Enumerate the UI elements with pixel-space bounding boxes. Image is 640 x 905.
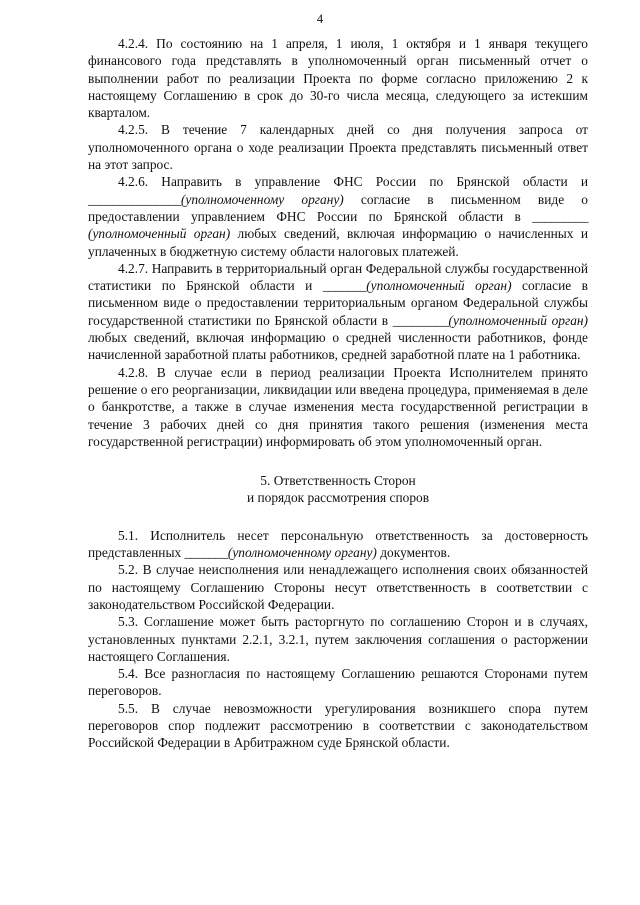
clause-text: согласие в письменном виде о предоставлении территориальным органом Федеральной службы государственной статистики по Брянской области в bbox=[88, 278, 588, 328]
clause-text: согласие в письменном виде о предоставлении управлением ФНС России по Брянской области в bbox=[88, 191, 588, 224]
clause-p425 bbox=[88, 121, 588, 173]
blank-field: _________ bbox=[392, 312, 449, 328]
italic-text: (уполномоченный орган) bbox=[448, 312, 589, 328]
section-title-line-1: 5. Ответственность Сторон bbox=[260, 473, 416, 489]
blank-field: _______ bbox=[322, 278, 367, 294]
page-number: 4 bbox=[316, 12, 324, 26]
clause-text: 4.2.6. Направить в управление ФНС России по Брянской области и bbox=[118, 174, 588, 190]
italic-text: (уполномоченному органу) bbox=[227, 545, 377, 561]
clause-text: 5.5. В случае невозможности урегулирования возникшего спора путем переговоров спор подлежит рассмотрению в соответствии с законодательством Российской Федерации в Арбитражном суде Брянской области. bbox=[88, 700, 588, 751]
clause-text: документов. bbox=[376, 545, 451, 561]
clauses-section-5 bbox=[88, 527, 588, 752]
clause-text: 5.4. Все разногласия по настоящему Соглашению решаются Сторонами путем переговоров. bbox=[88, 666, 588, 699]
clause-p52 bbox=[88, 561, 588, 613]
clause-text: 5.2. В случае неисполнения или ненадлежащего исполнения своих обязанностей по настоящему Соглашению Стороны несут ответственность в соответствии с законодательством Российской Федерации. bbox=[88, 562, 588, 612]
blank-field: _______ bbox=[184, 545, 228, 561]
clause-text: 5.1. Исполнитель несет персональную ответственность за достоверность представленных bbox=[88, 527, 588, 561]
clause-p54 bbox=[88, 665, 588, 700]
clause-p51 bbox=[88, 527, 588, 562]
section-title-line-2: и порядок рассмотрения споров bbox=[246, 490, 430, 506]
italic-text: (уполномоченный орган) bbox=[366, 278, 512, 294]
clause-p55 bbox=[88, 700, 588, 752]
clause-text: 5.3. Соглашение может быть расторгнуто по соглашению Сторон и в случаях, установленных пунктами 2.2.1, 3.2.1, путем заключения соглашения о расторжении настоящего Соглашения. bbox=[88, 614, 588, 664]
italic-text: (уполномоченному органу) bbox=[180, 191, 344, 207]
italic-text: (уполномоченный орган) bbox=[88, 226, 231, 242]
blank-field: _________ bbox=[532, 208, 588, 224]
document-body bbox=[88, 35, 588, 752]
clause-p425a bbox=[88, 35, 588, 121]
clause-text: 4.2.4. По состоянию на 1 апреля, 1 июля, 1 октября и 1 января текущего финансового года представлять в уполномоченный орган письменный отчет о выполнении работ по реализации Проекта по форме согласно приложению 2 к настоящему Соглашению в срок до 30-го числа месяца, следующего за истекшим кварталом. bbox=[88, 36, 588, 121]
clause-p427 bbox=[88, 260, 588, 364]
clause-text: 4.2.5. В течение 7 календарных дней со дня получения запроса от уполномоченного органа о ходе реализации Проекта представлять письменный ответ на этот запрос. bbox=[88, 122, 588, 173]
section-title bbox=[88, 472, 588, 507]
clause-p53 bbox=[88, 613, 588, 665]
clause-text: любых сведений, включая информацию о средней численности работников, фонде начисленной заработной платы работников, средней заработной плате на 1 работника. bbox=[88, 330, 588, 363]
blank-field: _______________ bbox=[88, 191, 181, 207]
clause-text: 4.2.7. Направить в территориальный орган Федеральной службы государственной статистики по Брянской области и bbox=[88, 260, 588, 294]
clause-text: любых сведений, включая информацию о начисленных и уплаченных в бюджетную систему области налоговых платежей. bbox=[88, 226, 588, 259]
clause-text: 4.2.8. В случае если в период реализации Проекта Исполнителем принято решение о его реорганизации, ликвидации или введена процедура, применяемая в деле о банкротстве, а также в случае изменения места государственной регистрации в течение 3 рабочих дней со дня принятия такого решения (изменения места государственной регистрации) информировать об этом уполномоченный орган. bbox=[88, 364, 588, 449]
clause-p426 bbox=[88, 173, 588, 259]
clause-p428 bbox=[88, 364, 588, 450]
clauses-section-4 bbox=[88, 35, 588, 450]
